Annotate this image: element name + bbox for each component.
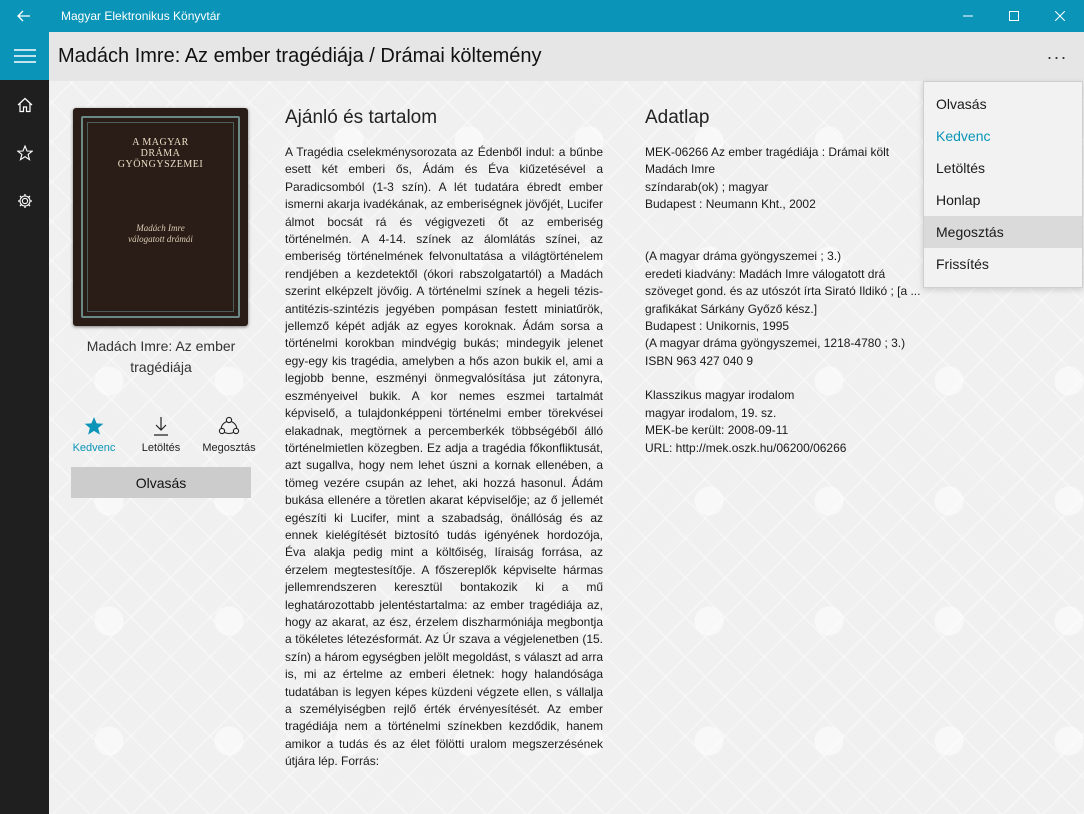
gear-icon xyxy=(17,193,33,209)
star-icon xyxy=(17,145,33,161)
maximize-icon xyxy=(1009,11,1019,21)
cover-frame xyxy=(81,116,240,318)
more-options-menu xyxy=(923,81,1083,288)
menu-item-read[interactable]: Olvasás xyxy=(936,96,987,112)
datasheet-line: magyar irodalom, 19. sz. xyxy=(645,405,777,420)
datasheet-line xyxy=(645,370,925,387)
read-button[interactable]: Olvasás xyxy=(71,467,251,498)
book-cover[interactable] xyxy=(73,108,248,326)
cover-subtitle xyxy=(88,223,233,245)
minimize-icon xyxy=(963,11,973,21)
arrow-left-icon xyxy=(17,10,31,22)
download-label: Letöltés xyxy=(141,442,181,454)
download-button[interactable] xyxy=(130,414,192,458)
minimize-button[interactable] xyxy=(945,0,991,32)
menu-item-share[interactable]: Megosztás xyxy=(924,216,1082,248)
datasheet-line: színdarab(ok) ; magyar xyxy=(645,179,769,194)
star-filled-icon xyxy=(84,416,104,436)
share-button[interactable] xyxy=(198,414,260,458)
datasheet-line: MEK-be került: 2008-09-11 xyxy=(645,423,789,438)
maximize-button[interactable] xyxy=(991,0,1037,32)
cover-subtitle-line: Madách Imre xyxy=(136,223,185,233)
menu-item-favorite[interactable]: Kedvenc xyxy=(936,128,991,144)
share-icon xyxy=(218,416,240,436)
cover-series-line: A MAGYAR xyxy=(132,137,189,148)
back-button[interactable] xyxy=(0,0,48,32)
favorite-label: Kedvenc xyxy=(72,442,116,454)
description-text: A Tragédia cselekménysorozata az Édenből indul: a bűnbe esett két emberi ős, Ádám és Éva kiűzetésével a Paradicsomból (1-3 szín). A lét tudatára ébredt ember ismerni akarja ivadékának, az emberiségnek jövőjét, Lucifer álmot bocsát rá és végigvezeti őt az emberiség történelmén. A 4-14. színek az álomlátás színei, az emberiség történelmének felvonultatása a világtörténelem rendjében a kezdetektől (ókori rabszolgatartól) a Madách szerint elképzelt jövőig. A történelmi színek a hegeli tézis-antitézis-szintézis jegyében pompásan festett miniatűrök, jellemző képét adják az egyes koroknak. Ádám sorsa a történelmi korokban mindvégig bukás; mindegyik jelenet egy-egy kis tragédia, amelyben a hős azon bukik el, ami a legjobb benne, eszményi önmegvalósítása jut zátonyra, eszményeivel bukik. A kor nemes eszmei tartalmát képviselő, a tulajdonképpeni történelmi ember törekvései elakadnak, megtörnek a percemberkék többségéből álló történelmietlen közegben. Ez adja a tragédia főkonfliktusát, azt sugallva, hogy nem lehet úszni a kornak ellenében, a tömeg vezére csupán az lehet, aki hozzá hasonul. Ádám bukása ellenére a töretlen akarat képviselője; az ő jellemét egészíti ki Lucifer, mint a szabadság, önállóság és az ennek kielégítését biztosító tudás igényének hordozója, Éva alakja pedig mint a költőiség, líraiság forrása, az érzelem megtestesítője. A főszereplők képviselte hármas jellemrendszeren keresztül bontakozik ki a mű leghatározottabb jelentéstartalma: az ember tragédiája az, hogy az akarat, az ész, érzelem diszharmóniája megbontja a tökéletes létezésformát. Az Úr szava a végjelenetben (15. szín) a három egységben jelölt megoldást, s választ ad arra is, mi az értelme az emberi életnek: hogy halandósága tudatában is legyen képes küzdeni végzete ellen, s vállalja a személyiségben rejlő érték érvényesítését. Az ember tragédiája nem a történelmi színekben kezdődik, hanem amikor a tudás és az élet fölötti uralom megszerzésének útjára lép. Forrás: xyxy=(285,145,603,769)
share-label: Megosztás xyxy=(202,442,256,454)
datasheet-line: grafikákat Sárkány Győző kész.] xyxy=(645,301,818,316)
book-caption: Madách Imre: Az ember tragédiája xyxy=(86,338,236,375)
home-icon xyxy=(17,97,33,113)
hamburger-menu-icon xyxy=(14,49,36,63)
menu-item-refresh[interactable]: Frissítés xyxy=(936,256,989,272)
datasheet-line: Budapest : Neumann Kht., 2002 xyxy=(645,197,816,212)
datasheet-line: ISBN 963 427 040 9 xyxy=(645,353,754,368)
cover-inner-frame xyxy=(87,122,234,312)
datasheet-line: MEK-06266 Az ember tragédiája : Drámai költ xyxy=(645,145,890,159)
download-icon xyxy=(153,416,169,436)
navigation-rail xyxy=(0,32,49,814)
nav-settings[interactable] xyxy=(0,177,49,225)
cover-subtitle-line: válogatott drámái xyxy=(128,234,193,244)
window-title: Magyar Elektronikus Könyvtár xyxy=(61,9,221,23)
favorite-button[interactable] xyxy=(63,414,125,458)
datasheet-line: eredeti kiadvány: Madách Imre válogatott drá xyxy=(645,266,886,281)
page-header xyxy=(49,32,1084,81)
datasheet-title: Adatlap xyxy=(645,107,710,128)
datasheet-content xyxy=(645,144,925,457)
datasheet-line: (A magyar dráma gyöngyszemei, 1218-4780 ; 3.) xyxy=(645,336,906,351)
nav-favorites[interactable] xyxy=(0,129,49,177)
book-actions xyxy=(63,414,263,458)
datasheet-line xyxy=(645,231,925,248)
datasheet-line: szöveget gond. és az utószót írta Sirató Ildikó ; [a ... xyxy=(645,284,921,299)
cover-series-line: GYÖNGYSZEMEI xyxy=(117,159,204,170)
close-button[interactable] xyxy=(1037,0,1083,32)
menu-item-homepage[interactable]: Honlap xyxy=(936,192,981,208)
datasheet-line: Madách Imre xyxy=(645,162,716,177)
menu-item-download[interactable]: Letöltés xyxy=(936,160,986,176)
datasheet-line xyxy=(645,214,925,231)
more-options-button[interactable]: ··· xyxy=(1046,46,1068,67)
nav-home[interactable] xyxy=(0,81,49,129)
page-title: Madách Imre: Az ember tragédiája / Drámai költemény xyxy=(58,45,542,67)
title-bar xyxy=(0,0,1084,32)
cover-series-line: DRÁMA xyxy=(140,148,181,159)
hamburger-menu-button[interactable] xyxy=(0,32,49,80)
datasheet-line: Klasszikus magyar irodalom xyxy=(645,388,795,403)
datasheet-line: URL: http://mek.oszk.hu/06200/06266 xyxy=(645,440,847,455)
close-icon xyxy=(1055,11,1065,21)
datasheet-line: (A magyar dráma gyöngyszemei ; 3.) xyxy=(645,249,842,264)
datasheet-line: Budapest : Unikornis, 1995 xyxy=(645,318,790,333)
cover-series-title xyxy=(88,137,233,170)
description-title: Ajánló és tartalom xyxy=(285,107,438,128)
